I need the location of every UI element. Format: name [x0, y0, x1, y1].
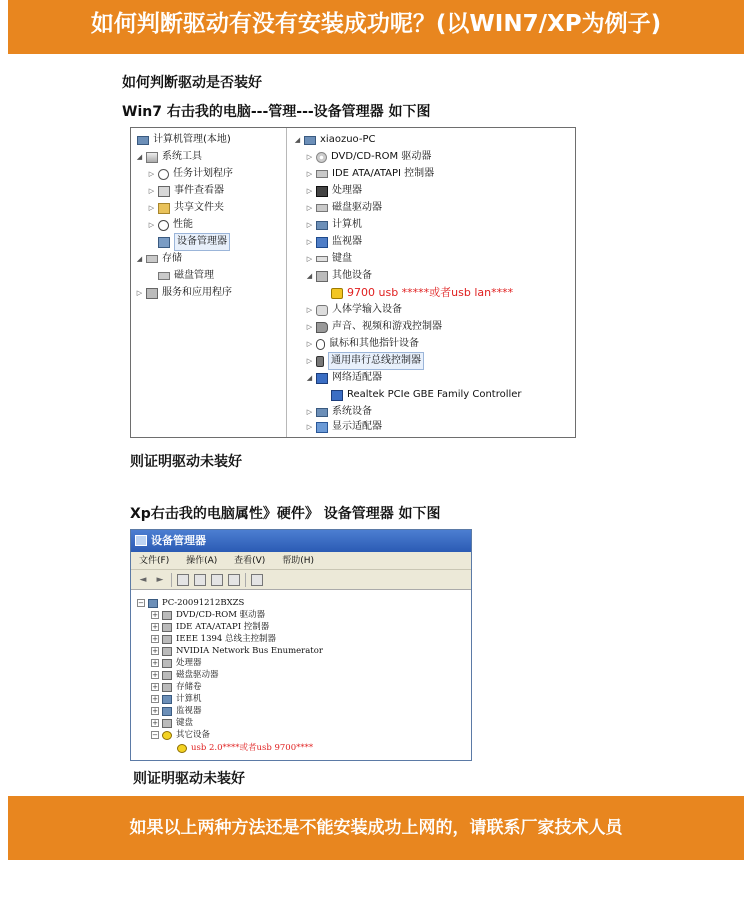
device-category-system[interactable]: ▷ 系统设备 — [305, 404, 372, 420]
shared-folder-icon — [158, 203, 170, 214]
storage-icon — [146, 255, 158, 263]
device-manager-icon — [135, 535, 147, 546]
device-category-disk-drives[interactable]: ▷ 磁盘驱动器 — [305, 200, 382, 216]
expand-box-icon[interactable]: + — [152, 683, 158, 691]
collapse-box-icon[interactable]: − — [138, 599, 144, 607]
xp-category-storage-volumes[interactable]: + 存储卷 — [152, 682, 202, 692]
xp-category-other[interactable]: − 其它设备 — [152, 730, 211, 740]
processor-icon — [316, 186, 328, 197]
collapsed-arrow-icon[interactable]: ▷ — [306, 408, 313, 416]
expand-box-icon[interactable]: + — [152, 707, 158, 715]
tools-icon — [146, 152, 158, 163]
caption-driver-not-installed-win7: 则证明驱动未装好 — [130, 454, 242, 470]
sound-icon — [316, 322, 328, 333]
ide-controller-icon — [162, 623, 172, 632]
tree-item-storage[interactable]: ◢ 存储 — [135, 251, 182, 267]
win7-device-tree — [291, 128, 575, 437]
device-manager-icon — [158, 237, 170, 248]
collapsed-arrow-icon[interactable]: ▷ — [306, 255, 313, 263]
xp-device-tree — [131, 590, 471, 761]
collapsed-arrow-icon[interactable]: ▷ — [306, 340, 313, 348]
dvd-icon — [162, 611, 172, 620]
properties-icon[interactable] — [211, 574, 223, 586]
expand-box-icon[interactable]: + — [152, 623, 158, 631]
collapsed-arrow-icon[interactable]: ▷ — [148, 221, 155, 229]
menu-action[interactable]: 操作(A) — [186, 556, 218, 566]
device-category-mice[interactable]: ▷ 鼠标和其他指针设备 — [305, 336, 419, 352]
heading-driver-check: 如何判断驱动是否装好 — [122, 75, 262, 91]
expand-arrow-icon[interactable]: ◢ — [306, 374, 313, 382]
xp-category-computer[interactable]: + 计算机 — [152, 694, 202, 704]
device-category-dvd[interactable]: ▷ DVD/CD-ROM 驱动器 — [305, 149, 431, 165]
clock-icon — [158, 169, 169, 180]
collapsed-arrow-icon[interactable]: ▷ — [306, 221, 313, 229]
xp-category-ide[interactable]: + IDE ATA/ATAPI 控制器 — [152, 622, 270, 632]
device-category-display[interactable]: ▷ 显示适配器 — [305, 419, 382, 435]
caption-driver-not-installed-xp: 则证明驱动未装好 — [133, 771, 245, 787]
xp-category-monitors[interactable]: + 监视器 — [152, 706, 202, 716]
system-devices-icon — [316, 408, 328, 417]
collapsed-arrow-icon[interactable]: ▷ — [306, 323, 313, 331]
top-banner: 如何判断驱动有没有安装成功呢？(以WIN7/XP为例子) — [8, 0, 744, 54]
disk-drive-icon — [162, 671, 172, 680]
tree-item-device-manager[interactable]: 设备管理器 — [156, 234, 230, 250]
toolbar-separator — [171, 573, 172, 587]
computer-icon — [316, 221, 328, 230]
device-category-ide[interactable]: ▷ IDE ATA/ATAPI 控制器 — [305, 166, 434, 182]
network-card-icon — [331, 390, 343, 401]
tree-item-task-scheduler[interactable]: ▷ 任务计划程序 — [147, 166, 233, 182]
heading-win7-steps: Win7 右击我的电脑---管理---设备管理器 如下图 — [122, 104, 431, 120]
monitor-icon — [162, 707, 172, 716]
tree-item-event-viewer[interactable]: ▷ 事件查看器 — [147, 183, 224, 199]
collapsed-arrow-icon[interactable]: ▷ — [306, 423, 313, 431]
expand-box-icon[interactable]: + — [152, 719, 158, 727]
device-category-other[interactable]: ◢ 其他设备 — [305, 268, 372, 284]
collapsed-arrow-icon[interactable]: ▷ — [306, 204, 313, 212]
storage-volume-icon — [162, 683, 172, 692]
device-category-keyboards[interactable]: ▷ 键盘 — [305, 251, 352, 267]
event-viewer-icon — [158, 186, 170, 197]
print-icon[interactable] — [194, 574, 206, 586]
xp-device-root[interactable]: − PC-20091212BXZS — [138, 598, 245, 608]
collapsed-arrow-icon[interactable]: ▷ — [148, 204, 155, 212]
help-icon[interactable] — [228, 574, 240, 586]
expand-arrow-icon[interactable]: ◢ — [136, 153, 143, 161]
display-adapter-icon — [316, 422, 328, 433]
win7-computer-management-window — [130, 127, 576, 438]
collapsed-arrow-icon[interactable]: ▷ — [148, 187, 155, 195]
collapsed-arrow-icon[interactable]: ▷ — [306, 187, 313, 195]
expand-box-icon[interactable]: + — [152, 659, 158, 667]
usb-icon — [316, 356, 324, 367]
hid-icon — [316, 305, 328, 316]
expand-arrow-icon[interactable]: ◢ — [306, 272, 313, 280]
device-category-network[interactable]: ◢ 网络适配器 — [305, 370, 382, 386]
xp-category-ieee1394[interactable]: + IEEE 1394 总线主控制器 — [152, 634, 277, 644]
back-icon[interactable]: ◄ — [139, 574, 147, 585]
expand-box-icon[interactable]: + — [152, 635, 158, 643]
dvd-icon — [316, 152, 327, 163]
device-category-computer[interactable]: ▷ 计算机 — [305, 217, 362, 233]
ide-controller-icon — [316, 170, 328, 178]
disk-icon — [158, 272, 170, 280]
computer-icon — [162, 695, 172, 704]
device-unknown-usb[interactable]: 9700 usb *****或者usb lan**** — [329, 285, 513, 301]
other-devices-icon — [316, 271, 328, 282]
forward-icon[interactable]: ► — [156, 574, 164, 585]
computer-icon — [304, 136, 316, 145]
tree-item-shared-folders[interactable]: ▷ 共享文件夹 — [147, 200, 224, 216]
device-category-processor[interactable]: ▷ 处理器 — [305, 183, 362, 199]
expand-box-icon[interactable]: + — [152, 611, 158, 619]
bottom-banner: 如果以上两种方法还是不能安装成功上网的，请联系厂家技术人员 — [8, 796, 744, 860]
device-category-usb[interactable]: ▷ 通用串行总线控制器 — [305, 353, 424, 369]
collapsed-arrow-icon[interactable]: ▷ — [306, 170, 313, 178]
mouse-icon — [316, 339, 325, 350]
services-icon — [146, 288, 158, 299]
heading-xp-steps: Xp右击我的电脑属性》硬件》 设备管理器 如下图 — [130, 506, 441, 522]
network-adapter-icon — [316, 373, 328, 384]
network-bus-icon — [162, 647, 172, 656]
xp-category-keyboards[interactable]: + 键盘 — [152, 718, 194, 728]
device-realtek-nic[interactable]: Realtek PCIe GBE Family Controller — [329, 387, 522, 403]
question-mark-icon — [162, 731, 172, 740]
computer-icon — [148, 599, 158, 608]
xp-toolbar — [131, 570, 471, 590]
xp-category-processor[interactable]: + 处理器 — [152, 658, 202, 668]
tree-item-disk-management[interactable]: 磁盘管理 — [156, 268, 214, 284]
collapsed-arrow-icon[interactable]: ▷ — [306, 306, 313, 314]
collapsed-arrow-icon[interactable]: ▷ — [136, 289, 143, 297]
expand-arrow-icon[interactable]: ◢ — [294, 136, 301, 144]
xp-device-unknown-usb[interactable]: usb 2.0****或者usb 9700**** — [177, 742, 313, 754]
device-category-monitors[interactable]: ▷ 监视器 — [305, 234, 362, 250]
device-root[interactable]: ◢ xiaozuo-PC — [293, 132, 375, 148]
xp-category-dvd[interactable]: + DVD/CD-ROM 驱动器 — [152, 610, 266, 620]
scan-hardware-icon[interactable] — [251, 574, 263, 586]
device-category-sound[interactable]: ▷ 声音、视频和游戏控制器 — [305, 319, 442, 335]
collapse-box-icon[interactable]: − — [152, 731, 158, 739]
keyboard-icon — [162, 719, 172, 728]
xp-menu-bar — [131, 552, 471, 570]
collapsed-arrow-icon[interactable]: ▷ — [306, 153, 313, 161]
tree-item-performance[interactable]: ▷ 性能 — [147, 217, 193, 233]
device-category-hid[interactable]: ▷ 人体学输入设备 — [305, 302, 402, 318]
processor-icon — [162, 659, 172, 668]
monitor-icon — [316, 237, 328, 248]
keyboard-icon — [316, 256, 328, 262]
show-hide-tree-icon[interactable] — [177, 574, 189, 586]
xp-category-nvidia-bus[interactable]: + NVIDIA Network Bus Enumerator — [152, 646, 323, 656]
xp-device-manager-window — [130, 529, 472, 761]
xp-title-bar[interactable]: 设备管理器 — [131, 530, 471, 552]
tree-item-system-tools[interactable]: ◢ 系统工具 — [135, 149, 202, 165]
menu-file[interactable]: 文件(F) — [139, 556, 170, 566]
warning-icon — [177, 744, 187, 753]
tree-item-computer-management[interactable]: 计算机管理(本地) — [135, 132, 231, 148]
expand-arrow-icon[interactable]: ◢ — [136, 255, 143, 263]
toolbar-separator — [245, 573, 246, 587]
collapsed-arrow-icon[interactable]: ▷ — [306, 238, 313, 246]
computer-icon — [137, 136, 149, 145]
disk-drive-icon — [316, 204, 328, 212]
menu-view[interactable]: 查看(V) — [234, 556, 266, 566]
win7-left-tree — [131, 128, 287, 437]
performance-icon — [158, 220, 169, 231]
expand-box-icon[interactable]: + — [152, 695, 158, 703]
menu-help[interactable]: 帮助(H) — [282, 556, 314, 566]
expand-box-icon[interactable]: + — [152, 671, 158, 679]
warning-icon — [331, 288, 343, 299]
collapsed-arrow-icon[interactable]: ▷ — [148, 170, 155, 178]
collapsed-arrow-icon[interactable]: ▷ — [306, 357, 313, 365]
tree-item-services[interactable]: ▷ 服务和应用程序 — [135, 285, 232, 301]
xp-category-disk-drives[interactable]: + 磁盘驱动器 — [152, 670, 219, 680]
ieee1394-icon — [162, 635, 172, 644]
expand-box-icon[interactable]: + — [152, 647, 158, 655]
